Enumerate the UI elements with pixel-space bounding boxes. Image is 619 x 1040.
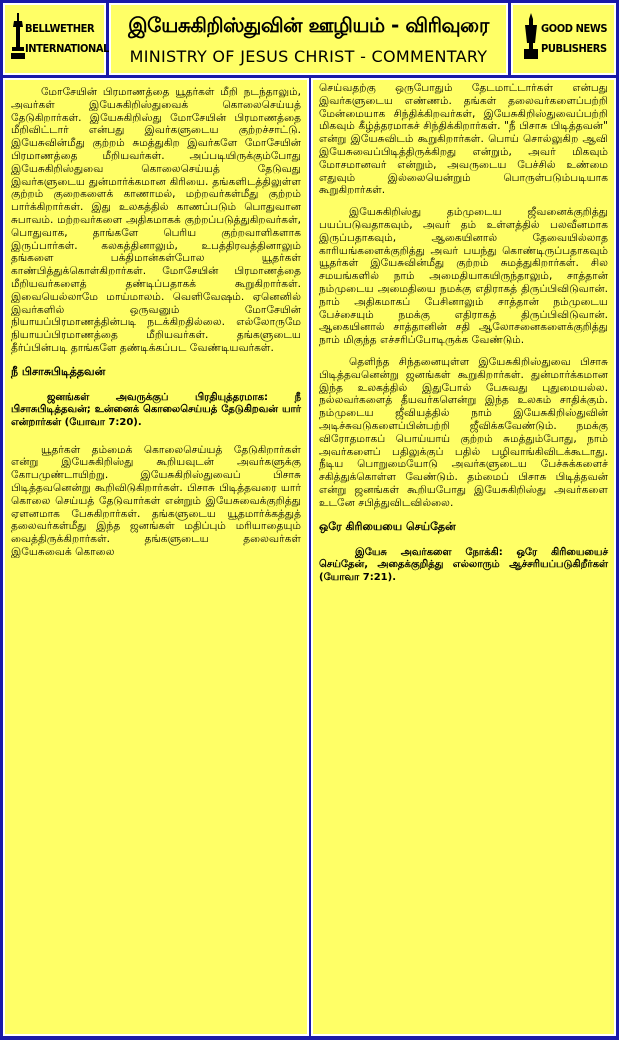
right-heading: ஒரே கிரியையை செய்தேன் bbox=[319, 519, 456, 533]
left-paragraph-1: மோசேயின் பிரமாணத்தை யூதர்கள் மீறி நடந்தாலும், அவர்கள் இயேசுகிறிஸ்துவைக் கொலைசெய்யத் தேடுகிறார்கள். இயேசுகிறிஸ்து மோசேயின் பிரமாணத்தை மீறிவிட்டார் என்பது இவர்களுடைய குற்றச்சாட்டு. இயேசுவின்மீது குற்றம் சுமத்துகிற இவர்களே மோசேயின் பிரமாணத்தை மீறியவர்கள். அப்படியிருக்கும்போது இயேசுகிறிஸ்துவை கொலைசெய்யத் தேடுவது இவர்களுடைய துன்மார்க்கமான கிரியை. தங்களிடத்திலுள்ள குற்றம் குறைகளைக் காணாமல், மற்றவர்கள்மீது குற்றம் பார்க்கிறார்கள். இது உலகத்தில் காணப்படும் பொதுவான சுபாவம். மற்றவர்களை அதிகமாகக் குற்றப்படுத்துகிறவர்கள், பொதுவாக, தாங்களே பெரிய குற்றவாளிகளாக இருப்பார்கள். கலகத்தினாலும், உபத்திரவத்தினாலும் தங்களை பக்திமான்கள்போல யூதர்கள் காண்பித்துக்கொள்கிறார்கள். மோசேயின் பிரமாணத்தை மீறியவர்களைத் தண்டிப்பதாகக் கூறுகிறார்கள். இவையெல்லாமே மாய்மாலம். வெளிவேஷம். ஏனெனில் இவர்களில் ஒருவனும் மோசேயின் நியாயப்பிரமாணத்தின்படி நடக்கிறதில்லை. எல்லோருமே நியாயப்பிரமாணத்தை மீறியவர்கள். தங்களுடைய தீர்ப்பின்படி தாங்களே தண்டிக்கப்பட வேண்டியவர்கள். bbox=[11, 86, 301, 354]
left-verse-quote: ஜனங்கள் அவருக்குப் பிரதியுத்தரமாக: நீ பிசாசுபிடித்தவன்; உன்னைக் கொலைசெய்யத் தேடுகிறவன் யார் என்றார்கள் (யோவா 7:20). bbox=[11, 391, 301, 428]
right-verse-quote: இயேசு அவர்களை நோக்கி: ஒரே கிரியையைச் செய்தேன், அதைக்குறித்து எல்லாரும் ஆச்சரியப்படுகிறீர்கள் (யோவா 7:21). bbox=[319, 546, 608, 583]
left-column bbox=[3, 78, 309, 1036]
title-tamil: இயேசுகிறிஸ்துவின் ஊழியம் - விரிவுரை bbox=[128, 13, 489, 37]
lamp-icon bbox=[523, 13, 539, 59]
left-paragraph-2: யூதர்கள் தம்மைக் கொலைசெய்யத் தேடுகிறார்கள் என்று இயேசுகிறிஸ்து கூறியவுடன் அவர்களுக்கு கோபமுண்டாயிற்று. இயேசுகிறிஸ்துவைப் பிசாசு பிடித்தவனென்று கூறிவிடுகிறார்கள். பிசாசு பிடித்தவரை யார் கொலை செய்யத் தேடுவார்கள் என்றும் இயேசுவைக்குறித்து ஏளனமாக பேசுகிறார்கள். தங்களுடைய யூதமார்க்கத்துத் தலைவர்கள்மீது இந்த ஜனங்கள் மதிப்பும் மரியாதையும் வைத்திருக்கிறார்கள். தங்களுடைய தலைவர்கள் இயேசுவைக் கொலை bbox=[11, 443, 301, 558]
right-paragraph-1: செய்வதற்கு ஒருபோதும் தேடமாட்டார்கள் என்பது இவர்களுடைய எண்ணம். தங்கள் தலைவர்களைப்பற்றி மேன்மையாக சிந்திக்கிறவர்கள், இயேசுகிறிஸ்துவைப்பற்றி மிகவும் கீழ்த்தரமாகச் சிந்திக்கிறார்கள். "நீ பிசாசு பிடித்தவன்" என்று இயேசுவிடம் கூறுகிறார்கள். பொய் சொல்லுகிற ஆவி இயேசுவைப்பிடித்திருக்கிறது என்றும், அவர் மிகவும் மோசமானவர் என்றும், அவருடைய பேச்சில் உண்மை எதுவும் இல்லையென்றும் பொருள்படும்படியாக கூறுகிறார்கள். bbox=[319, 82, 608, 197]
good-news-logo bbox=[513, 5, 614, 73]
right-logo-line2: PUBLISHERS bbox=[541, 42, 607, 55]
right-logo-line1: GOOD NEWS bbox=[541, 22, 608, 35]
title-box bbox=[109, 3, 508, 75]
right-paragraph-2: இயேசுகிறிஸ்து தம்முடைய ஜீவனைக்குறித்து பயப்படுவதாகவும், அவர் தம் உள்ளத்தில் பலவீனமாக இருப்பதாகவும், ஆகையினால் தேவையில்லாத காரியங்களைக்குறித்து அவர் பயந்து கொண்டிருப்பதாகவும் யூதர்கள் இயேசுவின்மீது குற்றம் சுமத்துகிறார்கள். சில சமயங்களில் நாம் அமைதியாகயிருந்தாலும், சாத்தான் நம்முடைய அமைதியை நமக்கு எதிராகத் திருப்பிவிடுவான். நாம் அதிகமாகப் பேசினாலும் சாத்தான் நம்முடைய பேச்சையும் நமக்கு எதிராகத் திருப்பிவிடுவான். ஆகையினால் சாத்தானின் சதி ஆலோசனைகளைக்குறித்து நாம் மிகுந்த எச்சரிப்போடிருக்க வேண்டும். bbox=[319, 206, 608, 347]
good-news-logo-box bbox=[511, 3, 616, 75]
left-logo-line2: INTERNATIONAL bbox=[25, 42, 110, 55]
right-paragraph-3: தெளிந்த சிந்தனையுள்ள இயேசுகிறிஸ்துவை பிசாசு பிடித்தவனென்று ஜனங்கள் கூறுகிறார்கள். துன்மார்க்கமான இந்த உலகத்தில் இதுபோல் பேசுவது புதுமையல்ல. நல்லவர்களைத் தீயவர்களென்று இந்த உலகம் சாதிக்கும். நம்முடைய ஜீவியத்தில் நாம் இயேசுகிறிஸ்துவின் அடிச்சுவடுகளைப்பின்பற்றி ஜீவிக்கவேண்டும். நமக்கு விரோதமாகப் பொய்யாய் குற்றம் சுமத்தும்போது, நாம் அவர்களைப் பதிலுக்குப் பதில் பழிவாங்கிவிடக்கூடாது. நீடிய பொறுமையோடு அவர்களுடைய பேச்சுக்களைச் சகித்துக்கொள்ள வேண்டும். தம்மைப் பிசாசு பிடித்தவன் என்று ஜனங்கள் கூறியபோது இயேசுகிறிஸ்து அவர்களை உடனே சபித்துவிடவில்லை. bbox=[319, 355, 608, 509]
bellwether-logo-box bbox=[3, 3, 110, 75]
right-column bbox=[311, 78, 616, 1036]
bellwether-logo bbox=[5, 5, 110, 73]
title-english: MINISTRY OF JESUS CHRIST - COMMENTARY bbox=[129, 47, 488, 66]
left-heading: நீ பிசாசுபிடித்தவன் bbox=[11, 364, 106, 378]
left-logo-line1: BELLWETHER bbox=[25, 22, 95, 35]
lamp-icon bbox=[11, 13, 25, 59]
